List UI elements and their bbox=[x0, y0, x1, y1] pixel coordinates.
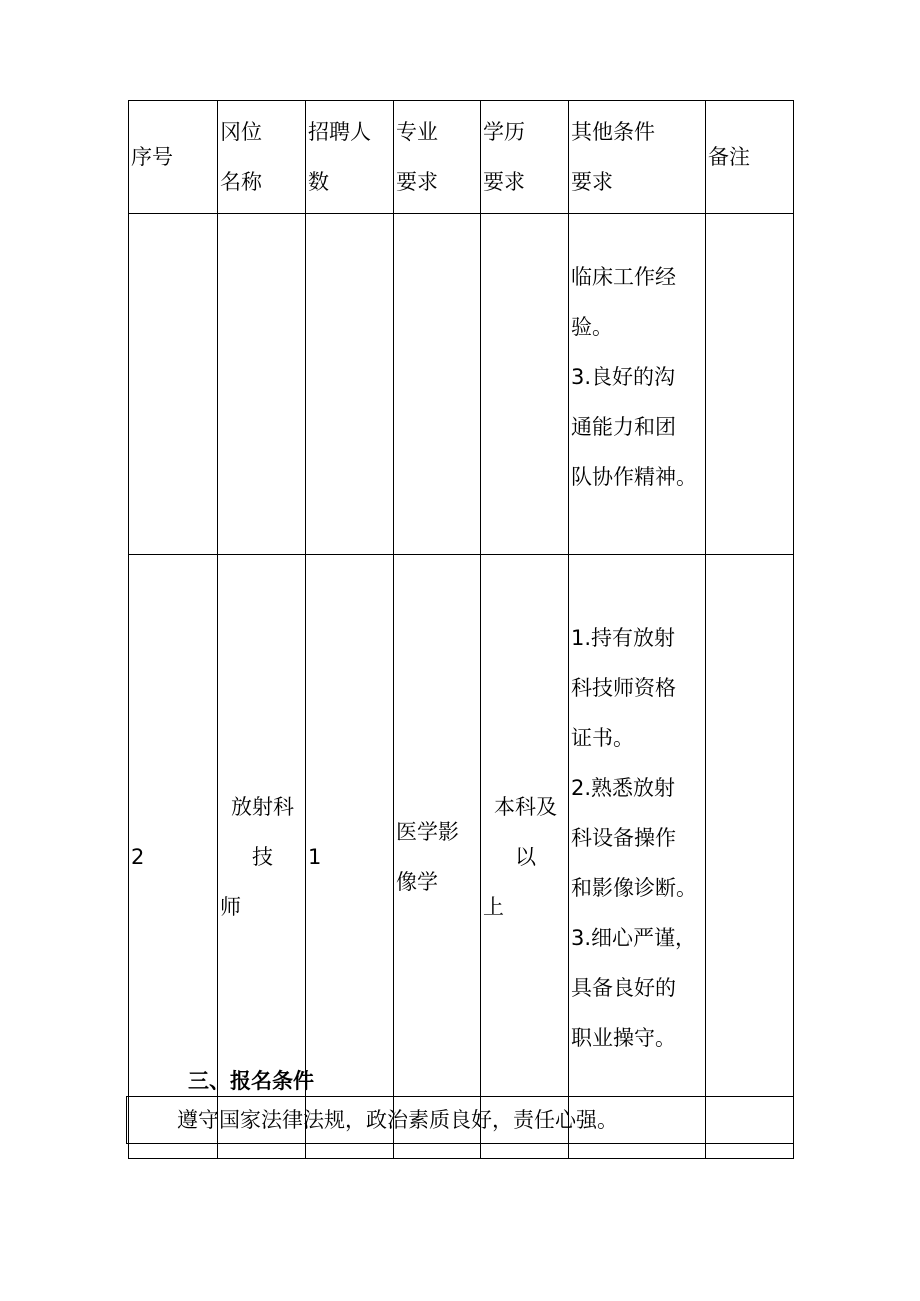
recruitment-table bbox=[128, 100, 794, 1159]
cell-other-requirements: 临床工作经 验。 3.良好的沟 通能力和团 队协作精神。 bbox=[569, 214, 706, 555]
cell-major bbox=[394, 214, 481, 555]
header-post-name: 冈位 名称 bbox=[218, 101, 306, 214]
header-hire-count: 招聘人 数 bbox=[306, 101, 394, 214]
cell-post-name: 放射科 技 师 bbox=[218, 555, 306, 1159]
section-title: 三、报名条件 bbox=[188, 1069, 314, 1093]
cell-major: 医学影 像学 bbox=[394, 555, 481, 1159]
cell-seq bbox=[129, 214, 218, 555]
header-remark: 备注 bbox=[706, 101, 794, 214]
cell-remark bbox=[706, 555, 794, 1159]
table-header-row bbox=[129, 101, 794, 214]
condition-text: 遵守国家法律法规，政治素质良好，责任心强。 bbox=[177, 1108, 618, 1132]
cell-hire-count: 1 bbox=[306, 555, 394, 1159]
cell-remark bbox=[706, 214, 794, 555]
cell-education: 本科及 以 上 bbox=[481, 555, 569, 1159]
cell-education bbox=[481, 214, 569, 555]
cell-post-name bbox=[218, 214, 306, 555]
condition-box bbox=[126, 1096, 794, 1144]
cell-seq: 2 bbox=[129, 555, 218, 1159]
header-seq: 序号 bbox=[129, 101, 218, 214]
cell-hire-count bbox=[306, 214, 394, 555]
cell-other-requirements: 1.持有放射 科技师资格 证书。 2.熟悉放射 科设备操作 和影像诊断。 3.细心严谨， 具备良好的 职业操守。 bbox=[569, 555, 706, 1159]
header-major: 专业 要求 bbox=[394, 101, 481, 214]
table-row bbox=[129, 214, 794, 555]
header-education: 学历 要求 bbox=[481, 101, 569, 214]
header-other-requirements: 其他条件 要求 bbox=[569, 101, 706, 214]
